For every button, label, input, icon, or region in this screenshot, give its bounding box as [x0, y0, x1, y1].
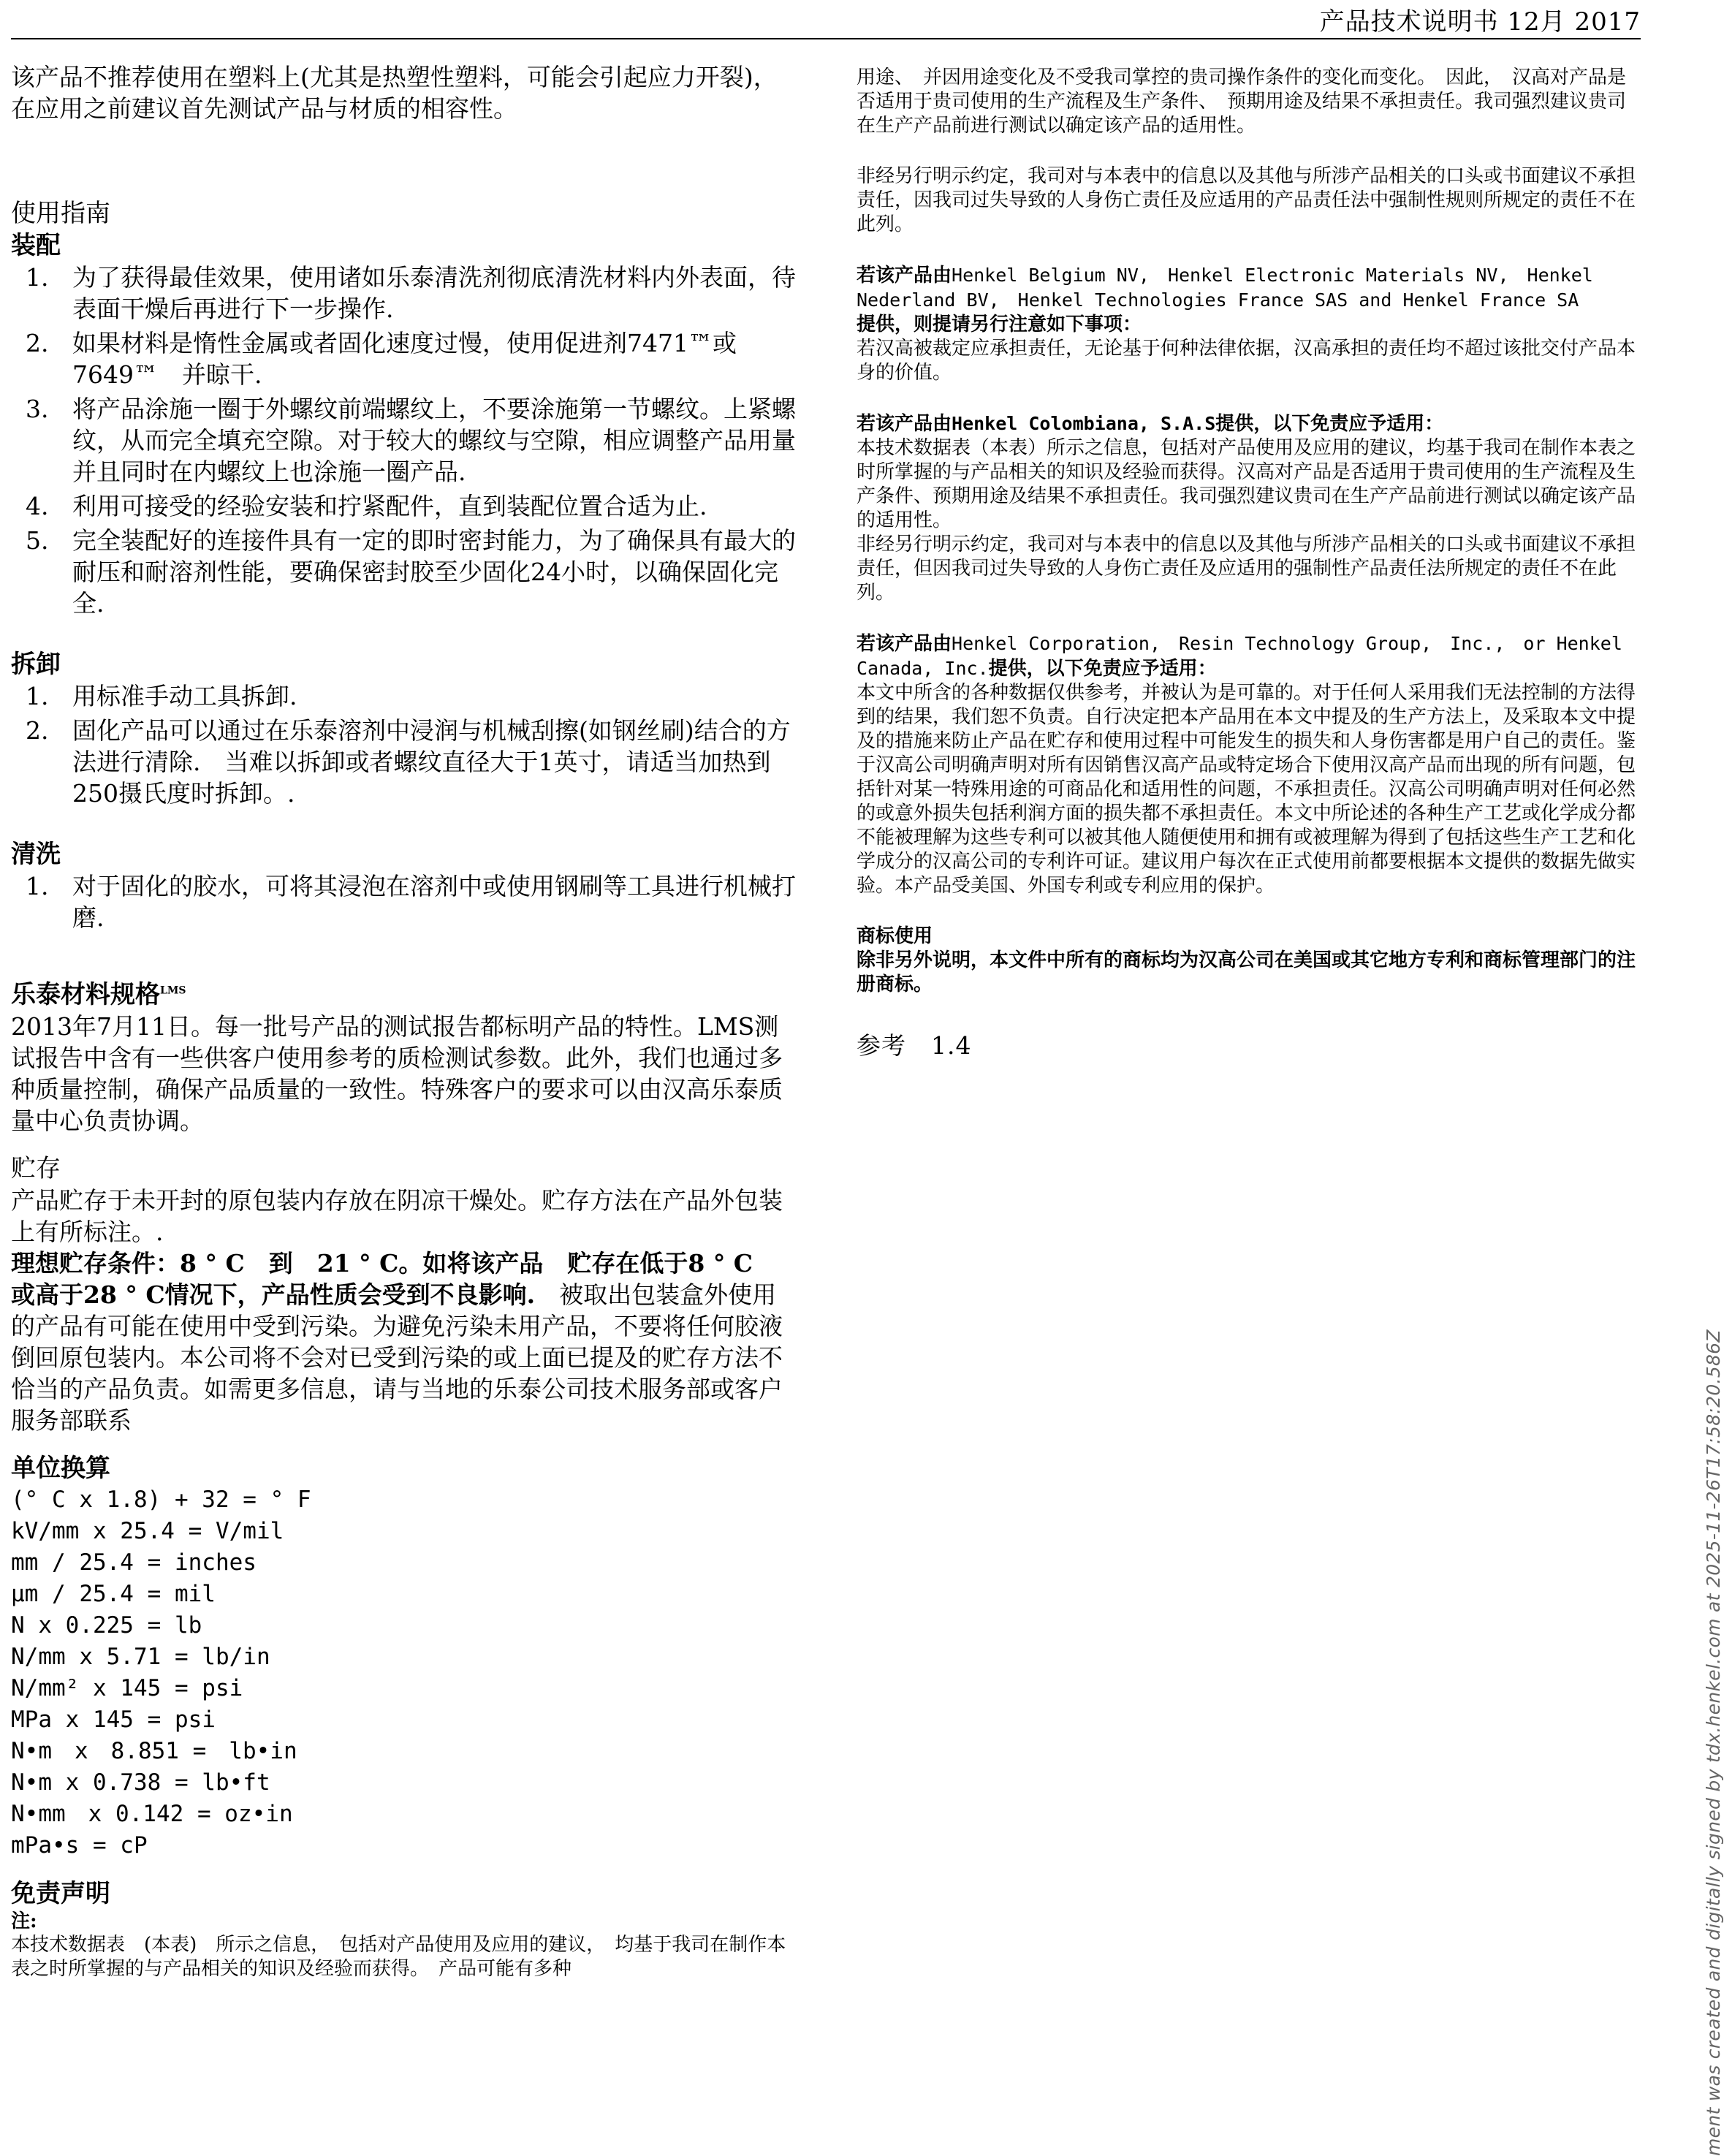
- list-item: [11, 393, 797, 487]
- clause-tail: 提供，以下免责应予适用：: [1215, 413, 1444, 435]
- disclaimer-heading: 免责声明: [11, 1879, 110, 1908]
- lms-heading-text: 乐泰材料规格: [11, 980, 160, 1009]
- clause-lead: 若该产品由: [857, 265, 952, 286]
- signature-note: ment was created and digitally signed by tdx.henkel.com at 2025-11-26T17:58:20.586Z: [1703, 1329, 1724, 2156]
- step-number: 2.: [26, 329, 49, 357]
- list-item: [11, 490, 797, 522]
- lms-paragraph: 2013年7月11日。每一批号产品的测试报告都标明产品的特性。LMS测试报告中含有一些供客户使用参考的质检测试参数。此外，我们也通过多种质量控制，确保产品质量的一致性。特殊客户的要求可以由汉高乐泰质量中心负责协调。: [11, 1012, 783, 1135]
- conversion-row: MPa x 145 = psi: [11, 1707, 216, 1733]
- disclaimer-paragraph: 本技术数据表 (本表) 所示之信息， 包括对产品使用及应用的建议， 均基于我司在制作本表之时所掌握的与产品相关的知识及经验而获得。 产品可能有多种: [11, 1934, 786, 1980]
- clause-lead: 若该产品由: [857, 633, 952, 655]
- disassembly-steps: [11, 680, 797, 809]
- step-number: 1.: [26, 263, 49, 292]
- left-column: [11, 61, 797, 1981]
- list-item: [11, 262, 797, 324]
- step-text: 用标准手动工具拆卸.: [72, 682, 297, 710]
- step-text: 对于固化的胶水，可将其浸泡在溶剂中或使用钢刷等工具进行机械打磨.: [72, 872, 796, 932]
- conversion-row: mm / 25.4 = inches: [11, 1549, 257, 1576]
- step-text: 利用可接受的经验安装和拧紧配件，直到装配位置合适为止.: [72, 492, 707, 520]
- step-number: 2.: [26, 716, 49, 745]
- disclaimer-note: 注:: [11, 1910, 37, 1932]
- list-item: [11, 870, 797, 933]
- assembly-steps: [11, 262, 797, 619]
- conversion-row: N•m x 0.738 = lb•ft: [11, 1769, 270, 1796]
- right-column: [857, 66, 1638, 1058]
- trademark-heading: 商标使用: [857, 925, 933, 947]
- step-text: 完全装配好的连接件具有一定的即时密封能力，为了确保具有最大的耐压和耐溶剂性能，要确保密封胶至少固化24小时，以确保固化完全.: [72, 526, 796, 618]
- storage-ideal-conditions: 理想贮存条件：8 ° C 到 21 ° C。如将该产品 贮存在低于8 ° C 或高于28 ° C情况下，产品性质会受到不良影响.: [11, 1249, 778, 1309]
- colombia-clause-text: 本技术数据表（本表）所示之信息，包括对产品使用及应用的建议，均基于我司在制作本表之时所掌握的与产品相关的知识及经验而获得。汉高对产品是否适用于贵司使用的生产流程及生产条件、预期用途及结果不承担责任。我司强烈建议贵司在生产产品前进行测试以确定该产品的适用性。: [857, 437, 1636, 531]
- step-number: 1.: [26, 682, 49, 710]
- belgium-clause-text: 若汉高被裁定应承担责任，无论基于何种法律依据，汉高承担的责任均不超过该批交付产品本身的价值。: [857, 338, 1636, 384]
- conversion-row: N x 0.225 = lb: [11, 1612, 202, 1639]
- liability-paragraph: 非经另行明示约定，我司对与本表中的信息以及其他与所涉产品相关的口头或书面建议不承担责任，因我司过失导致的人身伤亡责任及应适用的产品责任法中强制性规则所规定的责任不在此列。: [857, 165, 1636, 235]
- disassembly-heading: 拆卸: [11, 650, 61, 679]
- corporation-clause-heading: [857, 631, 1638, 681]
- step-number: 3.: [26, 395, 49, 423]
- clause-tail: 提供，以下免责应予适用：: [988, 658, 1217, 680]
- storage-warning: 被取出包装盒外使用的产品有可能在使用中受到污染。为避免污染未用产品，不要将任何胶液倒回原包装内。本公司将不会对已受到污染的或上面已提及的贮存方法不恰当的产品负责。如需更多信息，请与当地的乐泰公司技术服务部或客户服务部联系: [11, 1280, 783, 1435]
- assembly-heading: 装配: [11, 231, 61, 260]
- lms-heading: [11, 979, 797, 1011]
- conversion-row: N/mm x 5.71 = lb/in: [11, 1644, 270, 1670]
- step-text: 为了获得最佳效果，使用诸如乐泰清洗剂彻底清洗材料内外表面，待表面干燥后再进行下一步操作.: [72, 263, 796, 323]
- conversion-row: N/mm² x 145 = psi: [11, 1675, 243, 1701]
- clause-company: Henkel Corporation, Resin Technology Group, Inc., or Henkel Canada, Inc.: [857, 633, 1622, 679]
- document-title: 产品技术说明书 12月 2017: [1319, 7, 1641, 37]
- clause-company: Henkel Colombiana, S.A.S: [952, 413, 1216, 434]
- conversion-row: (° C x 1.8) + 32 = ° F: [11, 1487, 311, 1513]
- disclaimer-continued: 用途、 并因用途变化及不受我司掌控的贵司操作条件的变化而变化。 因此， 汉高对产品是否适用于贵司使用的生产流程及生产条件、 预期用途及结果不承担责任。我司强烈建议贵司在生产产品前进行测试以确定该产品的适用性。: [857, 67, 1627, 137]
- intro-paragraph: 该产品不推荐使用在塑料上(尤其是热塑性塑料，可能会引起应力开裂)，在应用之前建议首先测试产品与材质的相容性。: [11, 63, 778, 123]
- lms-superscript: LMS: [160, 984, 186, 997]
- conversion-row: mPa•s = cP: [11, 1832, 148, 1859]
- reference-number: 参考 1.4: [857, 1031, 972, 1060]
- storage-paragraph: 产品贮存于未开封的原包装内存放在阴凉干燥处。贮存方法在产品外包装上有所标注。.: [11, 1186, 783, 1246]
- page-header: [11, 0, 1641, 39]
- step-number: 4.: [26, 492, 49, 520]
- list-item: [11, 525, 797, 619]
- usage-heading: 使用指南: [11, 199, 110, 228]
- corporation-clause-text: 本文中所含的各种数据仅供参考，并被认为是可靠的。对于任何人采用我们无法控制的方法得到的结果，我们恕不负责。自行决定把本产品用在本文中提及的生产方法上，及采取本文中提及的措施来防止产品在贮存和使用过程中可能发生的损失和人身伤害都是用户自己的责任。鉴于汉高公司明确声明对所有因销售汉高产品或特定场合下使用汉高产品而出现的所有问题，包括针对某一特殊用途的可商品化和适用性的问题，不承担责任。汉高公司明确声明对任何必然的或意外损失包括利润方面的损失都不承担责任。本文中所论述的各种生产工艺或化学成分都不能被理解为这些专利可以被其他人随便使用和拥有或被理解为得到了包括这些生产工艺和化学成分的汉高公司的专利许可证。建议用户每次在正式使用前都要根据本文提供的数据先做实验。本产品受美国、外国专利或专利应用的保护。: [857, 682, 1636, 897]
- clause-tail: 提供，则提请另行注意如下事项：: [857, 314, 1142, 335]
- list-item: [11, 327, 797, 390]
- step-text: 将产品涂施一圈于外螺纹前端螺纹上，不要涂施第一节螺纹。上紧螺纹，从而完全填充空隙。对于较大的螺纹与空隙，相应调整产品用量并且同时在内螺纹上也涂施一圈产品.: [72, 395, 796, 486]
- clause-lead: 若该产品由: [857, 413, 952, 435]
- colombia-clause-heading: [857, 411, 1638, 436]
- step-text: 如果材料是惰性金属或者固化速度过慢，使用促进剂7471™或7649™ 并晾干.: [72, 329, 737, 389]
- clause-companies: Henkel Belgium NV, Henkel Electronic Materials NV, Henkel Nederland BV, Henkel Technologies France SAS and Henkel France SA: [857, 265, 1593, 311]
- storage-heading: 贮存: [11, 1154, 61, 1183]
- trademark-text: 除非另外说明，本文件中所有的商标均为汉高公司在美国或其它地方专利和商标管理部门的注册商标。: [857, 949, 1636, 995]
- step-number: 5.: [26, 526, 49, 555]
- step-number: 1.: [26, 872, 49, 900]
- step-text: 固化产品可以通过在乐泰溶剂中浸润与机械刮擦(如钢丝刷)结合的方法进行清除. 当难以拆卸或者螺纹直径大于1英寸，请适当加热到250摄氏度时拆卸。.: [72, 716, 791, 808]
- conversion-row: N•mm x 0.142 = oz•in: [11, 1801, 293, 1827]
- list-item: [11, 680, 797, 712]
- cleanup-steps: [11, 870, 797, 933]
- storage-conditions: [11, 1248, 797, 1436]
- conversion-heading: 单位换算: [11, 1454, 110, 1483]
- cleanup-heading: 清洗: [11, 840, 61, 869]
- conversion-row: kV/mm x 25.4 = V/mil: [11, 1518, 284, 1544]
- conversion-list: [11, 1484, 797, 1861]
- belgium-clause-heading: [857, 263, 1638, 337]
- colombia-clause-text-2: 非经另行明示约定，我司对与本表中的信息以及其他与所涉产品相关的口头或书面建议不承担责任，但因我司过失导致的人身伤亡责任及应适用的强制性产品责任法所规定的责任不在此列。: [857, 534, 1636, 604]
- conversion-row: N•m x 8.851 = lb•in: [11, 1738, 297, 1764]
- conversion-row: µm / 25.4 = mil: [11, 1581, 216, 1607]
- list-item: [11, 715, 797, 809]
